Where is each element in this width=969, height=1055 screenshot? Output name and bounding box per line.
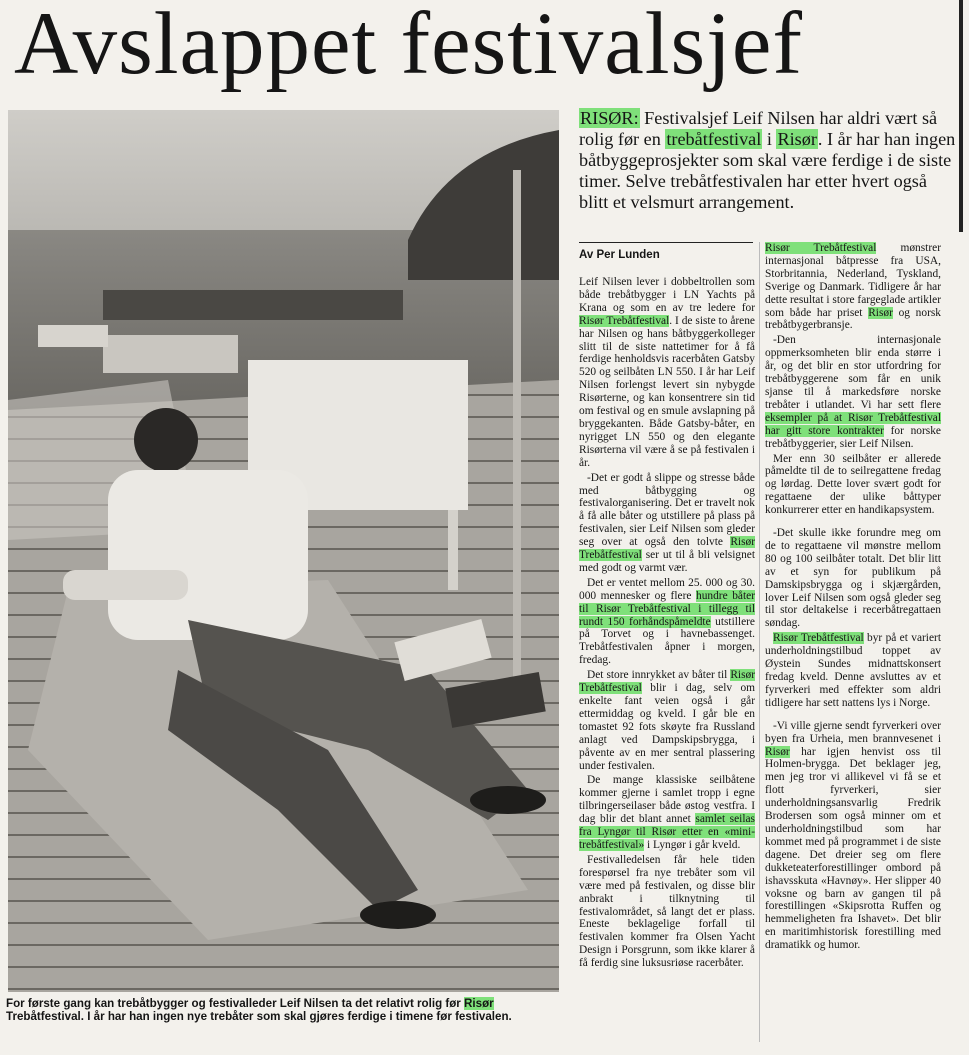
byline-rule bbox=[579, 242, 753, 243]
paragraph: Risør Trebåtfestival byr på et variert underholdningstilbud toppet av Øystein Sundes midnattskonsert fredag kveld. Denne avsluttes av et fyrverkeri med effekter som aldri tidligere har sett nattens lys i Norge. bbox=[765, 632, 941, 709]
byline: Av Per Lunden bbox=[579, 249, 660, 261]
paragraph: Leif Nilsen lever i dobbeltrollen som både trebåtbygger i LN Yachts på Krana og som en av tre ledere for Risør Trebåtfestival. I de siste to årene har Nilsen og hans båtbyggerkolleger slitt til de siste nattetimer for å få ferdige henholdsvis racerbåten Gatsby 520 og seilbåten LN 550. I år har Leif Nilsen forlengst levert sin nybygde Risørterne, og kan konsentrere sin tid om festival og en smule avslapning på bryggekanten. Både Gatsby-båter, en nyrigget LN 550 og den elegante Risørterna vil være å se på festivalen i år. bbox=[579, 276, 755, 469]
paragraph: Det store innrykket av båter til Risør Trebåtfestival blir i dag, selv om enkelte fant veien også i går ettermiddag og kveld. I går ble en tomastet 92 fots skøyte fra Russland anlagt ved Dampskipsbrygga, i påvente av en mer sentral plassering under festivalen. bbox=[579, 669, 755, 772]
paragraph: Det er ventet mellom 25. 000 og 30. 000 mennesker og flere hundre båter til Risør Trebåtfestival i tillegg til rundt 150 forhåndspåmeldte utstillere på Torvet og i havnebassenget. Trebåtfestivalen åpner i morgen, fredag. bbox=[579, 576, 755, 667]
lead-paragraph: RISØR: Festivalsjef Leif Nilsen har aldri vært så rolig før en trebåtfestival i Risør. I år har han ingen båtbyggeprosjekter som skal være ferdige i de siste timer. Selve trebåtfestivalen har etter hvert også blitt et velsmurt arrangement. bbox=[579, 108, 956, 212]
photo-caption: For første gang kan trebåtbygger og festivalleder Leif Nilsen ta det relativt rolig før Risør Trebåtfestival. I år har han ingen nye trebåter som skal gjøres ferdige i timene før festivalen. bbox=[6, 997, 512, 1023]
paragraph: -Den internasjonale oppmerksomheten blir enda større i år, og det blir en stor utfordring for trebåtbyggerene som får en unik sjanse til å markedsføre norske trebåter i utlandet. Vi har sett flere eksempler på at Risør Trebåtfestival har gitt store kontrakter for norske trebåtbyggerier, sier Leif Nilsen. bbox=[765, 334, 941, 450]
article-photo bbox=[8, 110, 559, 992]
body-column-1 bbox=[579, 276, 755, 972]
column-divider bbox=[759, 242, 760, 1042]
paragraph: De mange klassiske seilbåtene kommer gjerne i samlet tropp i egne tilbringerseilaser både østog vestfra. I dag blir det blant annet samlet seilas fra Lyngør til Risør etter en «mini-trebåtfestival» i Lyngør i går kveld. bbox=[579, 774, 755, 851]
paragraph: -Det er godt å slippe og stresse både med båtbygging og festivalorganisering. Det er travelt nok å få alle båter og utstillere på plass på festivalen, sier Leif Nilsen som gleder seg over at også den tolvte Risør Trebåtfestival ser ut til å bli velsignet med godt og varmt vær. bbox=[579, 471, 755, 574]
paragraph: -Det skulle ikke forundre meg om de to regattaene vil mønstre mellom 80 og 100 seilbåter totalt. Det blir litt av et syn for publikum på Damskipsbrygga og i skjærgården, lover Leif Nilsen som også gleder seg til stor deltakelse i recerbåtregattaen søndag. bbox=[765, 527, 941, 630]
paragraph: Risør Trebåtfestival mønstrer internasjonal båtpresse fra USA, Storbritannia, Nederland, Tyskland, Sverige og Danmark. Tidligere år har dette resultat i store fargeglade artikler som både har priset Risør og norsk trebåtbygerbransje. bbox=[765, 242, 941, 332]
paragraph: -Vi ville gjerne sendt fyrverkeri over byen fra Urheia, men brannvesenet i Risør har igjen henvist oss til Holmen-brygga. Det beklager jeg, men jeg tror vi allikevel vi få se et flott fyrverkeri, sier underholdningsansvarlig Fredrik Brodersen som også minner om et underholdningstilbud som har kommet med på programmet i de siste dagene. Det dreier seg om flere dukketeaterforestillinger ombord på ishavsskuta «Havnøy». Her slipper 40 voksne og barn av gangen til på forestillingen «Skipsrotta Ruffen og hemmeligheten fra Ishavet». Det blir en maritimhistorisk forestilling med dramatikk og humor. bbox=[765, 719, 941, 952]
paragraph: Mer enn 30 seilbåter er allerede påmeldte til de to seilregattene fredag og lørdag. Dette lover svært godt for regattaene der ulike båttyper konkurrerer etter en handikapsystem. bbox=[765, 452, 941, 517]
headline: Avslappet festivalsjef bbox=[14, 0, 803, 93]
lead-kicker: RISØR: bbox=[580, 108, 639, 128]
paragraph: Festivalledelsen får hele tiden forespørsel fra nye trebåter som vil være med på festivalen, og disse blir anbrakt i tilknytning til festivalområdet, så langt det er plass. Eneste beklagelige forfall til festivalen kommer fra Olsen Yacht Design i Porsgrunn, som ikke klarer å få ferdig sine luksusriøse racerbåter. bbox=[579, 853, 755, 970]
column-rule bbox=[959, 0, 963, 232]
body-column-2 bbox=[765, 242, 941, 954]
